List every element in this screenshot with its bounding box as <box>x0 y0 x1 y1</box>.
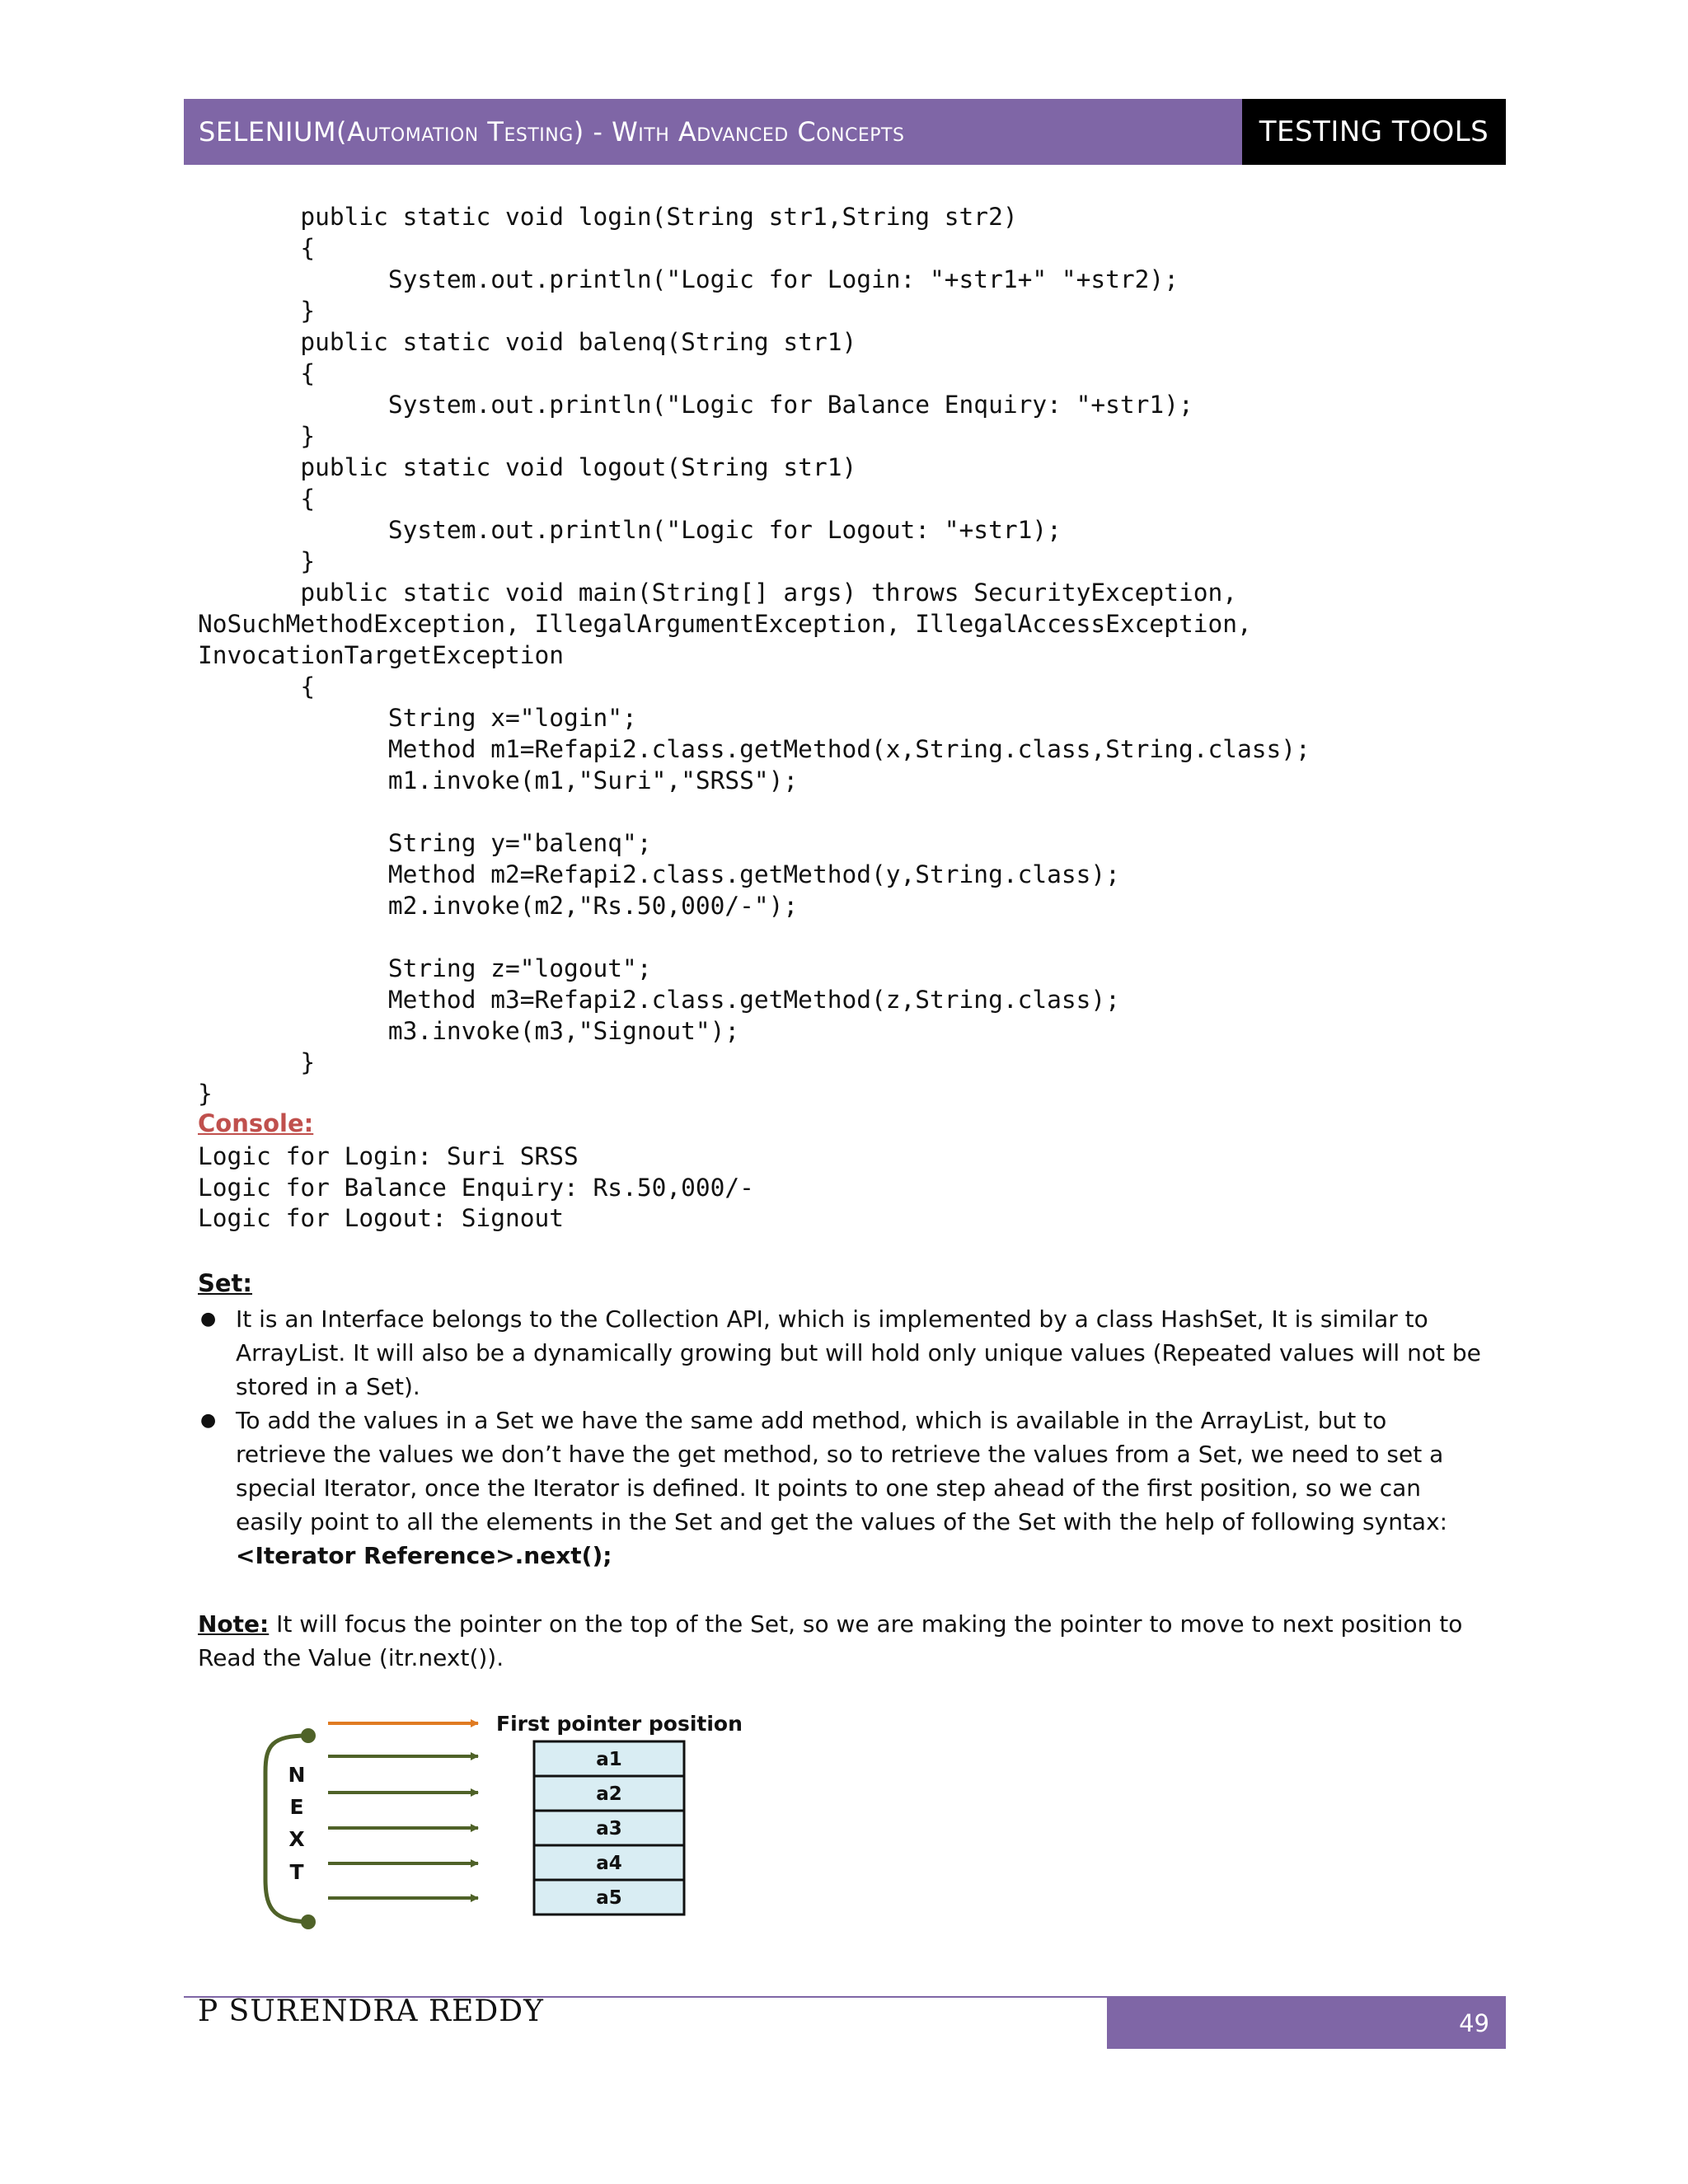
set-elements <box>534 1741 684 1915</box>
note-label: Note: <box>198 1610 270 1638</box>
set-heading: Set: <box>198 1269 253 1297</box>
set-bullet-2-text: To add the values in a Set we have the same add method, which is available in the ArrayList, but to retrieve the values we don’t have the get method, so to retrieve the values from a Set, we need to set a special Iterator, once the Iterator is defined. It points to one step ahead of the first position, so we can easily point to all the elements in the Set and get the values of the Set with the help of following syntax: <box>236 1407 1448 1535</box>
code-line: { <box>198 485 316 513</box>
next-arrows <box>328 1723 478 1898</box>
set-element-label: a4 <box>596 1853 622 1874</box>
console-line: Logic for Login: Suri SRSS <box>198 1142 579 1170</box>
iterator-syntax: <Iterator Reference>.next(); <box>236 1542 612 1569</box>
code-line: String z="logout"; <box>198 954 652 982</box>
code-line: { <box>198 673 316 701</box>
console-line: Logic for Logout: Signout <box>198 1204 565 1232</box>
code-line: Method m3=Refapi2.class.getMethod(z,String.class); <box>198 986 1120 1014</box>
code-line: { <box>198 359 316 387</box>
code-line: Method m1=Refapi2.class.getMethod(x,String.class,String.class); <box>198 735 1311 763</box>
code-line: NoSuchMethodException, IllegalArgumentException, IllegalAccessException, <box>198 610 1252 638</box>
code-line: m3.invoke(m3,"Signout"); <box>198 1017 740 1045</box>
code-line: public static void balenq(String str1) <box>198 328 857 356</box>
next-letter: X <box>288 1827 305 1851</box>
next-letters <box>288 1763 306 1884</box>
bracket-bottom-dot <box>301 1915 316 1929</box>
set-element-label: a1 <box>596 1749 622 1770</box>
code-line: String x="login"; <box>198 704 637 732</box>
next-letter: N <box>288 1763 306 1787</box>
header-title-sub: (Automation Testing) - With Advanced Concepts <box>335 116 905 148</box>
code-line: System.out.println("Logic for Logout: "+str1); <box>198 516 1062 544</box>
code-line: } <box>198 1048 316 1076</box>
code-line: Method m2=Refapi2.class.getMethod(y,String.class); <box>198 860 1120 888</box>
code-line: } <box>198 547 316 575</box>
set-element-label: a2 <box>596 1783 622 1805</box>
header-section-label: TESTING TOOLS <box>1242 99 1506 165</box>
bracket-top-dot <box>301 1728 316 1743</box>
page-number: 49 <box>1459 2009 1489 2037</box>
code-line: } <box>198 422 316 450</box>
code-line: m1.invoke(m1,"Suri","SRSS"); <box>198 766 799 794</box>
code-line: String y="balenq"; <box>198 829 652 857</box>
next-letter: E <box>289 1795 304 1819</box>
first-pointer-label: First pointer position <box>496 1712 743 1736</box>
console-label: Console: <box>198 1109 314 1137</box>
console-line: Logic for Balance Enquiry: Rs.50,000/- <box>198 1173 754 1202</box>
note-text: It will focus the pointer on the top of the Set, so we are making the pointer to move to next position to Read the Value (itr.next()). <box>198 1610 1463 1671</box>
code-line: public static void logout(String str1) <box>198 453 857 481</box>
footer-page-box <box>1107 1998 1506 2049</box>
code-line: System.out.println("Logic for Login: "+str1+" "+str2); <box>198 265 1179 293</box>
set-bullet-1-text: It is an Interface belongs to the Collection API, which is implemented by a class HashSet, It is similar to ArrayList. It will also be a dynamically growing but will hold only unique values (Repeated values will not be stored in a Set). <box>236 1305 1481 1400</box>
code-line: m2.invoke(m2,"Rs.50,000/-"); <box>198 892 799 920</box>
code-line: { <box>198 234 316 262</box>
next-letter: T <box>289 1860 304 1884</box>
code-line: } <box>198 1080 213 1108</box>
set-element-label: a5 <box>596 1887 622 1909</box>
header-title-main: SELENIUM <box>199 116 336 148</box>
code-line: System.out.println("Logic for Balance Enquiry: "+str1); <box>198 391 1193 419</box>
code-line: public static void login(String str1,String str2) <box>198 203 1018 231</box>
code-line: } <box>198 297 316 325</box>
set-element-label: a3 <box>596 1818 622 1840</box>
code-line: public static void main(String[] args) throws SecurityException, <box>198 579 1237 607</box>
footer-author: P SURENDRA REDDY <box>198 1994 544 2028</box>
code-line: InvocationTargetException <box>198 641 565 669</box>
